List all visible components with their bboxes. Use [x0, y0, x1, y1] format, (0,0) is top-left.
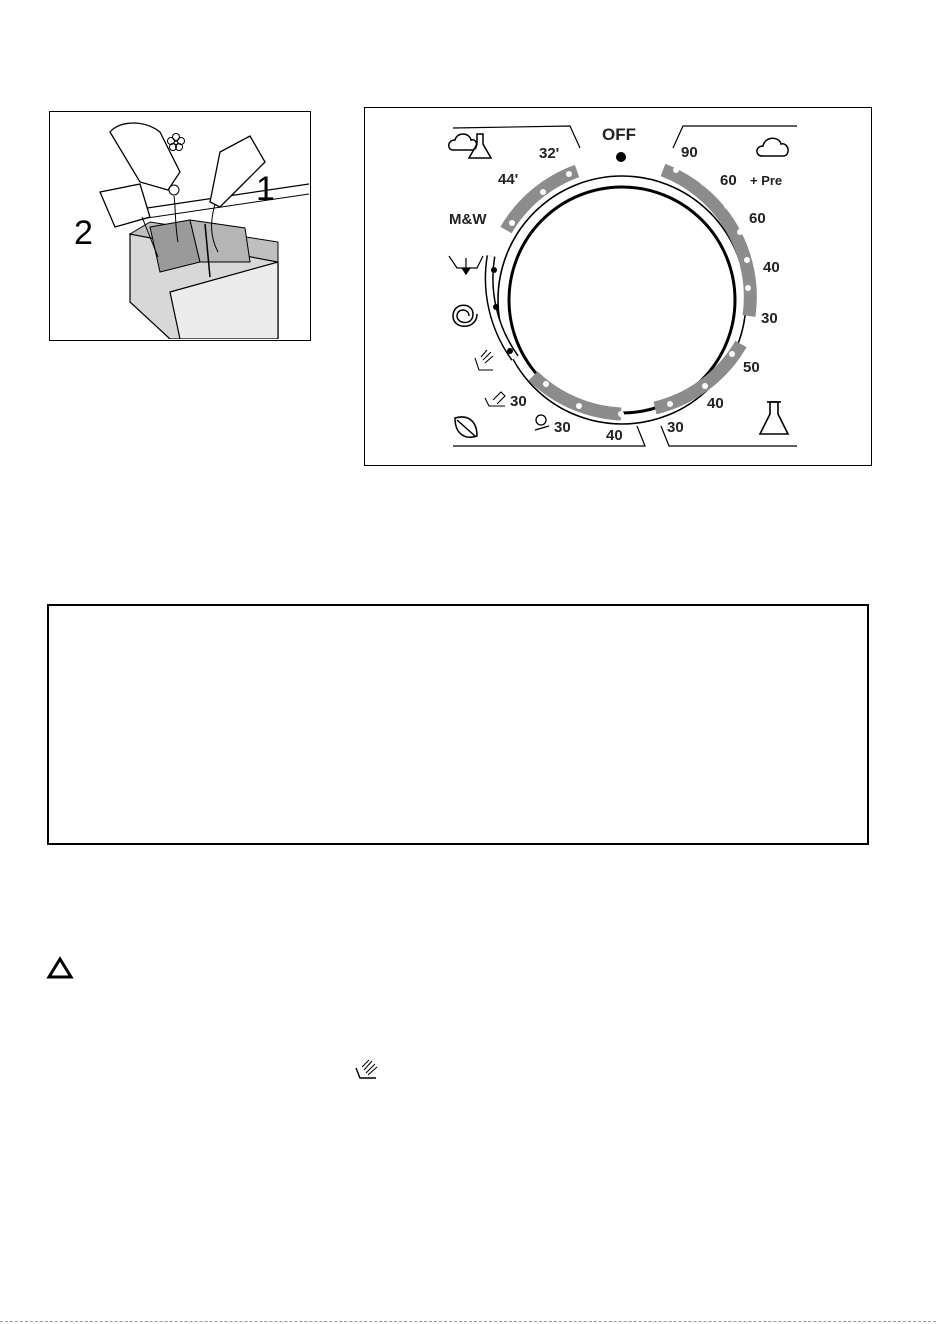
label-32min: 32' — [539, 145, 560, 162]
drawer-illustration — [49, 111, 311, 341]
label-30-handwash: 30 — [510, 393, 527, 410]
info-box — [47, 604, 869, 845]
label-40: 40 — [763, 259, 780, 276]
label-mw: M&W — [449, 211, 487, 228]
label-40-synthetic: 40 — [707, 395, 724, 412]
label-plus-pre: + Pre — [750, 173, 783, 188]
label-60: 60 — [749, 210, 766, 227]
delicate-leaf-icon — [455, 417, 477, 437]
program-dial-figure — [364, 107, 872, 466]
handwash-icon — [485, 392, 505, 406]
cotton-flask-icon — [449, 134, 491, 158]
page-bottom-rule — [0, 1321, 936, 1322]
spin-icon — [453, 305, 477, 326]
warning-triangle-icon — [46, 956, 74, 980]
label-50: 50 — [743, 359, 760, 376]
label-30-synthetic: 30 — [667, 419, 684, 436]
callout-2: 2 — [74, 214, 93, 252]
spray-rinse-dial-icon — [475, 350, 493, 370]
softener-flower-icon — [168, 134, 185, 151]
cotton-cloud-icon — [757, 138, 788, 156]
wool-icon — [535, 415, 549, 430]
synthetic-flask-icon — [760, 402, 788, 434]
label-40-delicate: 40 — [606, 427, 623, 444]
label-30-wool: 30 — [554, 419, 571, 436]
arc-right-top — [663, 170, 750, 316]
label-60-pre: 60 — [720, 172, 737, 189]
label-30: 30 — [761, 310, 778, 327]
off-label: OFF — [602, 125, 636, 144]
callout-1: 1 — [256, 170, 275, 208]
rinse-icon — [449, 256, 483, 274]
detergent-drawer-drawing — [50, 112, 309, 339]
label-90: 90 — [681, 144, 698, 161]
off-indicator-dot — [616, 152, 626, 162]
label-44min: 44' — [498, 171, 519, 188]
program-dial-drawing — [365, 108, 870, 464]
spray-rinse-icon — [354, 1058, 380, 1080]
